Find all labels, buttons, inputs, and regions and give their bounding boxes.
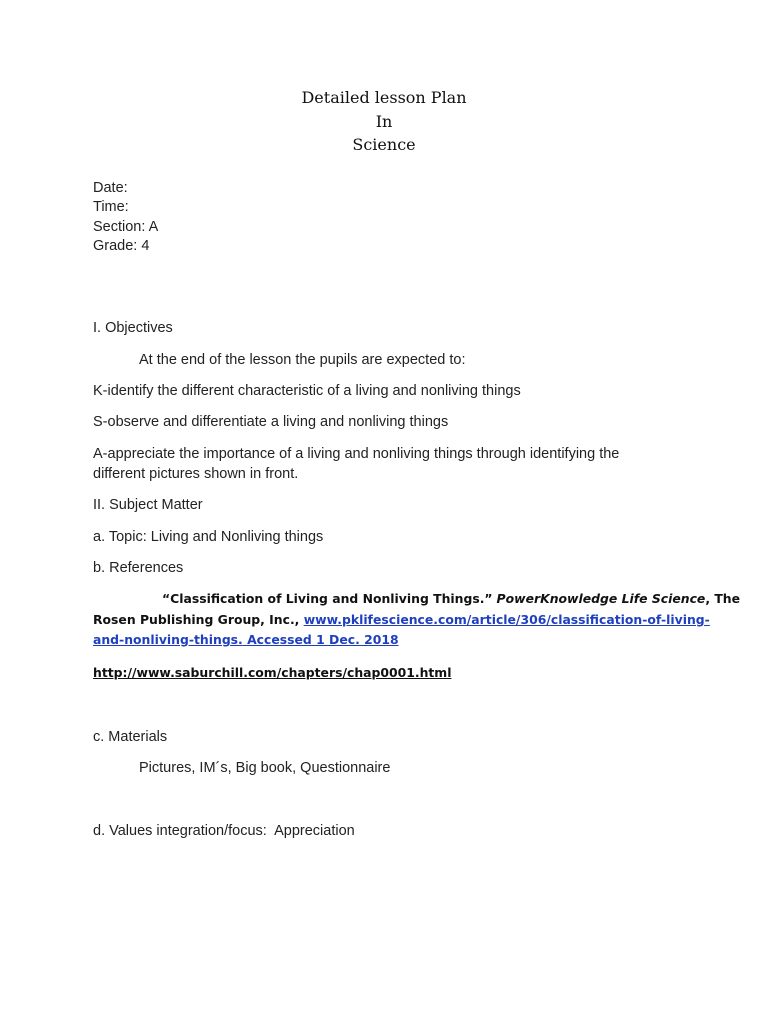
reference-2-line xyxy=(93,662,451,683)
objective-attitude-line-2: different pictures shown in front. xyxy=(93,466,299,482)
materials-heading: c. Materials xyxy=(93,729,168,745)
reference-1-the: , The xyxy=(705,591,741,606)
doc-title-line-2: In xyxy=(375,112,393,131)
reference-1-line-1 xyxy=(162,588,740,609)
objectives-heading: I. Objectives xyxy=(93,320,173,336)
reference-1-source: PowerKnowledge Life Science xyxy=(496,591,706,606)
values-integration: d. Values integration/focus: Appreciation xyxy=(93,823,355,839)
reference-1-line-2 xyxy=(93,609,710,630)
time-label: Time: xyxy=(93,199,129,215)
reference-1-accessed: Accessed 1 Dec. 2018 xyxy=(242,632,399,647)
objective-skill: S-observe and differentiate a living and nonliving things xyxy=(93,414,449,430)
doc-title-line-3: Science xyxy=(352,135,416,154)
materials-list: Pictures, IM´s, Big book, Questionnaire xyxy=(139,760,391,776)
topic-line: a. Topic: Living and Nonliving things xyxy=(93,529,324,545)
reference-1-url-continued[interactable]: and-nonliving-things. xyxy=(93,632,243,647)
reference-1-publisher: Rosen Publishing Group, Inc., xyxy=(93,612,304,627)
objectives-intro: At the end of the lesson the pupils are expected to: xyxy=(139,352,466,368)
doc-title-line-1: Detailed lesson Plan xyxy=(301,88,467,107)
objective-attitude-line-1: A-appreciate the importance of a living and nonliving things through identifying the xyxy=(93,446,620,462)
reference-1-quote: “Classification of Living and Nonliving Things.” xyxy=(162,591,493,606)
grade-label: Grade: 4 xyxy=(93,238,150,254)
date-label: Date: xyxy=(93,180,128,196)
reference-1-url[interactable]: www.pklifescience.com/article/306/classification-of-living- xyxy=(303,612,710,627)
reference-2-url[interactable]: http://www.saburchill.com/chapters/chap0001.html xyxy=(93,665,452,680)
objective-knowledge: K-identify the different characteristic of a living and nonliving things xyxy=(93,383,521,399)
reference-1-line-3 xyxy=(93,629,399,650)
section-label: Section: A xyxy=(93,219,159,235)
subject-matter-heading: II. Subject Matter xyxy=(93,497,203,513)
references-heading: b. References xyxy=(93,560,184,576)
